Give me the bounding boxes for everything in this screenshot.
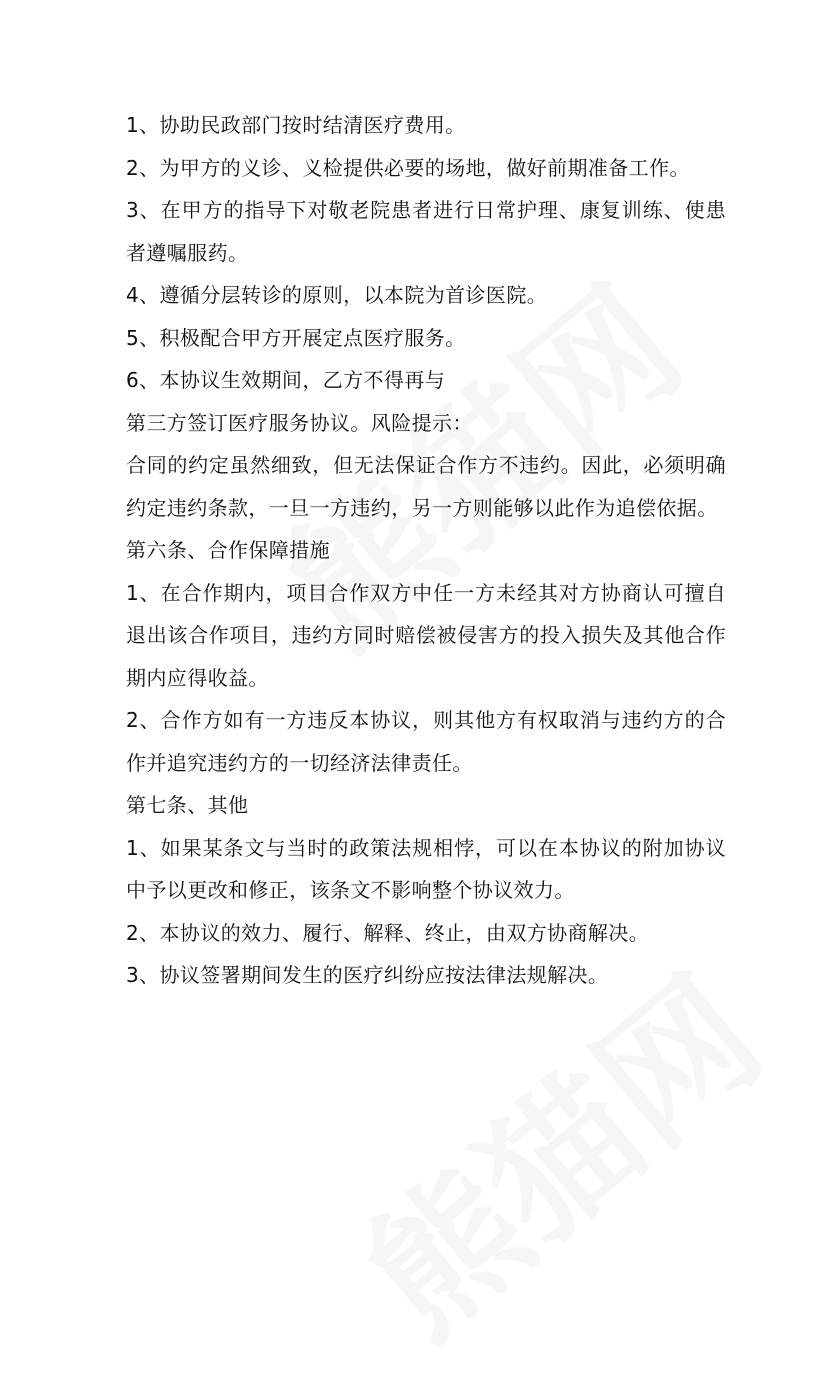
section-heading-article-7: 第七条、其他 (126, 793, 249, 817)
paragraph-duty-6-continued: 第三方签订医疗服务协议。风险提示： (126, 410, 473, 435)
paragraph-risk-note: 合同的约定虽然细致，但无法保证合作方不违约。因此，必须明确约定违约条款，一旦一方违约，另一方则能够以此作为追偿依据。 (126, 453, 726, 520)
paragraph-article-7-item-1: 1、如果某条文与当时的政策法规相悖，可以在本协议的附加协议中予以更改和修正，该条文不影响整个协议效力。 (126, 835, 726, 902)
paragraph-duty-1: 1、协助民政部门按时结清医疗费用。 (126, 113, 466, 137)
document-body (126, 104, 726, 997)
paragraph-article-7-item-2: 2、本协议的效力、履行、解释、终止，由双方协商解决。 (126, 920, 650, 945)
paragraph-article-7-item-3: 3、协议签署期间发生的医疗纠纷应按法律法规解决。 (126, 963, 609, 987)
paragraph-article-6-item-1: 1、在合作期内，项目合作双方中任一方未经其对方协商认可擅自退出该合作项目，违约方同时赔偿被侵害方的投入损失及其他合作期内应得收益。 (126, 580, 726, 690)
section-heading-article-6: 第六条、合作保障措施 (126, 538, 330, 562)
paragraph-article-6-item-2: 2、合作方如有一方违反本协议，则其他方有权取消与违约方的合作并追究违约方的一切经济法律责任。 (126, 708, 726, 775)
paragraph-duty-4: 4、遵循分层转诊的原则，以本院为首诊医院。 (126, 283, 548, 307)
paragraph-duty-2: 2、为甲方的义诊、义检提供必要的场地，做好前期准备工作。 (126, 155, 690, 180)
paragraph-duty-6: 6、本协议生效期间，乙方不得再与 (126, 368, 446, 392)
paragraph-duty-3: 3、在甲方的指导下对敬老院患者进行日常护理、康复训练、使患者遵嘱服药。 (126, 198, 726, 265)
paragraph-duty-5: 5、积极配合甲方开展定点医疗服务。 (126, 325, 466, 350)
